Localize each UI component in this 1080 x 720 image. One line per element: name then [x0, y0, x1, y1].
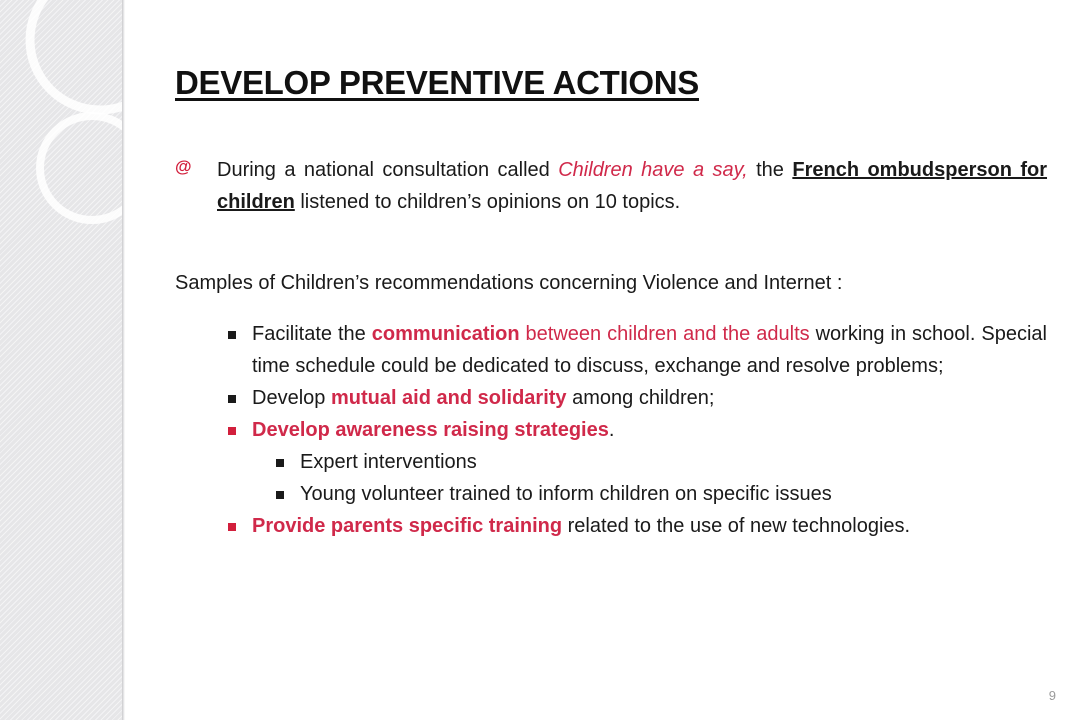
intro-text-part3: listened to children’s opinions on 10 topics.	[294, 191, 681, 213]
sub-item-text: Expert interventions	[300, 451, 477, 473]
rec-keyword: communication	[371, 323, 520, 345]
recommendation-item	[226, 382, 1047, 414]
rec-text: among children;	[566, 387, 715, 409]
rec-text: working in school. Special time schedule could be dedicated to discuss, exchange and resolve problems;	[252, 323, 1047, 377]
intro-text-part2: the	[747, 159, 793, 181]
intro-paragraph	[217, 154, 1047, 218]
sub-list-item	[226, 446, 1047, 478]
recommendation-item	[226, 414, 1047, 446]
rec-keyword: Provide parents specific training	[252, 515, 563, 537]
page-number: 9	[1048, 688, 1056, 703]
square-bullet-icon	[228, 523, 236, 531]
square-bullet-icon	[276, 491, 284, 499]
intro-paragraph-block	[175, 154, 1047, 218]
rec-text: related to the use of new technologies.	[562, 515, 911, 537]
consultation-name: Children have a say,	[558, 159, 748, 181]
rec-text: Facilitate the	[252, 323, 372, 345]
square-bullet-icon	[228, 331, 236, 339]
decorative-ring-small	[40, 116, 122, 220]
decorative-ring-large	[30, 0, 122, 110]
decorative-side-band	[0, 0, 122, 720]
slide-title: DEVELOP PREVENTIVE ACTIONS	[175, 64, 699, 101]
sub-list-item	[226, 478, 1047, 510]
sub-item-text: Young volunteer trained to inform children on specific issues	[300, 483, 832, 505]
ombudsperson-highlight: French ombudsperson for children	[217, 159, 1048, 213]
side-band-edge	[122, 0, 125, 720]
square-bullet-icon	[276, 459, 284, 467]
recommendation-item	[226, 510, 1047, 542]
intro-text-part1: During a national consultation called	[217, 159, 559, 181]
square-bullet-icon	[228, 395, 236, 403]
rec-text: Develop	[252, 387, 331, 409]
square-bullet-icon	[228, 427, 236, 435]
recommendation-item	[226, 318, 1047, 382]
rec-keyword: Develop awareness raising strategies	[252, 419, 609, 441]
samples-label: Samples of Children’s recommendations concerning Violence and Internet :	[175, 272, 843, 294]
at-sign-icon: @	[175, 157, 192, 176]
decorative-rings	[0, 0, 122, 720]
rec-text: .	[608, 419, 615, 441]
rec-red-text: between children and the adults	[519, 323, 810, 345]
rec-keyword: mutual aid and solidarity	[330, 387, 567, 409]
recommendations-list	[226, 318, 1047, 542]
